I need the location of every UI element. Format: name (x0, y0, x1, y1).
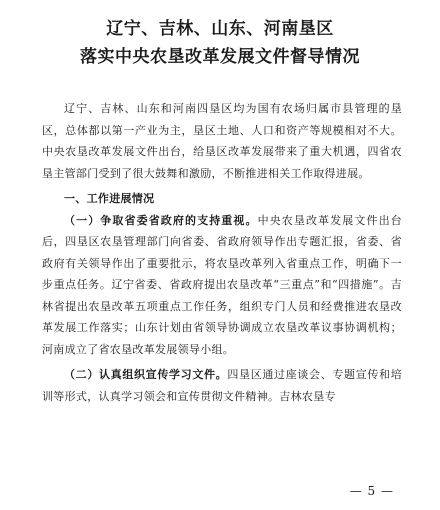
document-title-line-1: 辽宁、吉林、山东、河南垦区 (106, 19, 334, 39)
intro-paragraph: 辽宁、吉林、山东和河南四垦区均为国有农场归属市县管理的垦区，总体都以第一产业为主，垦区土地、人口和资产等规模相对不大。中央农垦改革发展文件出台，给垦区改革发展带来了重大机遇，四省农垦主管部门受到了很大鼓舞和激励，不断推进相关工作取得进展。 (42, 102, 402, 180)
item-1-title: （一）争取省委省政府的支持重视。 (64, 213, 258, 227)
item-1-paragraph (42, 210, 402, 361)
item-2-paragraph (42, 364, 402, 407)
item-1-text: 中央农垦改革发展文件出台后，四垦区农垦管理部门向省委、省政府领导作出专题汇报，省委、省政府有关领导作出了重要批示，将农垦改革列入省重点工作，明确下一步重点任务。辽宁省委、省政府提出农垦改革“三重点”和“四措施”。吉林省提出农垦改革五项重点工作任务，组织专门人员和经费推进农垦改革发展工作落实；山东计划由省领导协调成立农垦改革议事协调机构；河南成立了省农垦改革发展领导小组。 (42, 213, 402, 356)
item-2-title: （二）认真组织宣传学习文件。 (64, 368, 228, 381)
page-number: — 5 — (349, 484, 394, 498)
document-title-line-2: 落实中央农垦改革发展文件督导情况 (80, 47, 360, 67)
item-2-text: 四垦区通过座谈会、专题宣传和培训等形式，认真学习领会和宣传贯彻文件精神。吉林农垦专 (42, 368, 403, 403)
document-body (42, 98, 402, 407)
section-heading-1: 一、工作进展情况 (64, 192, 155, 205)
